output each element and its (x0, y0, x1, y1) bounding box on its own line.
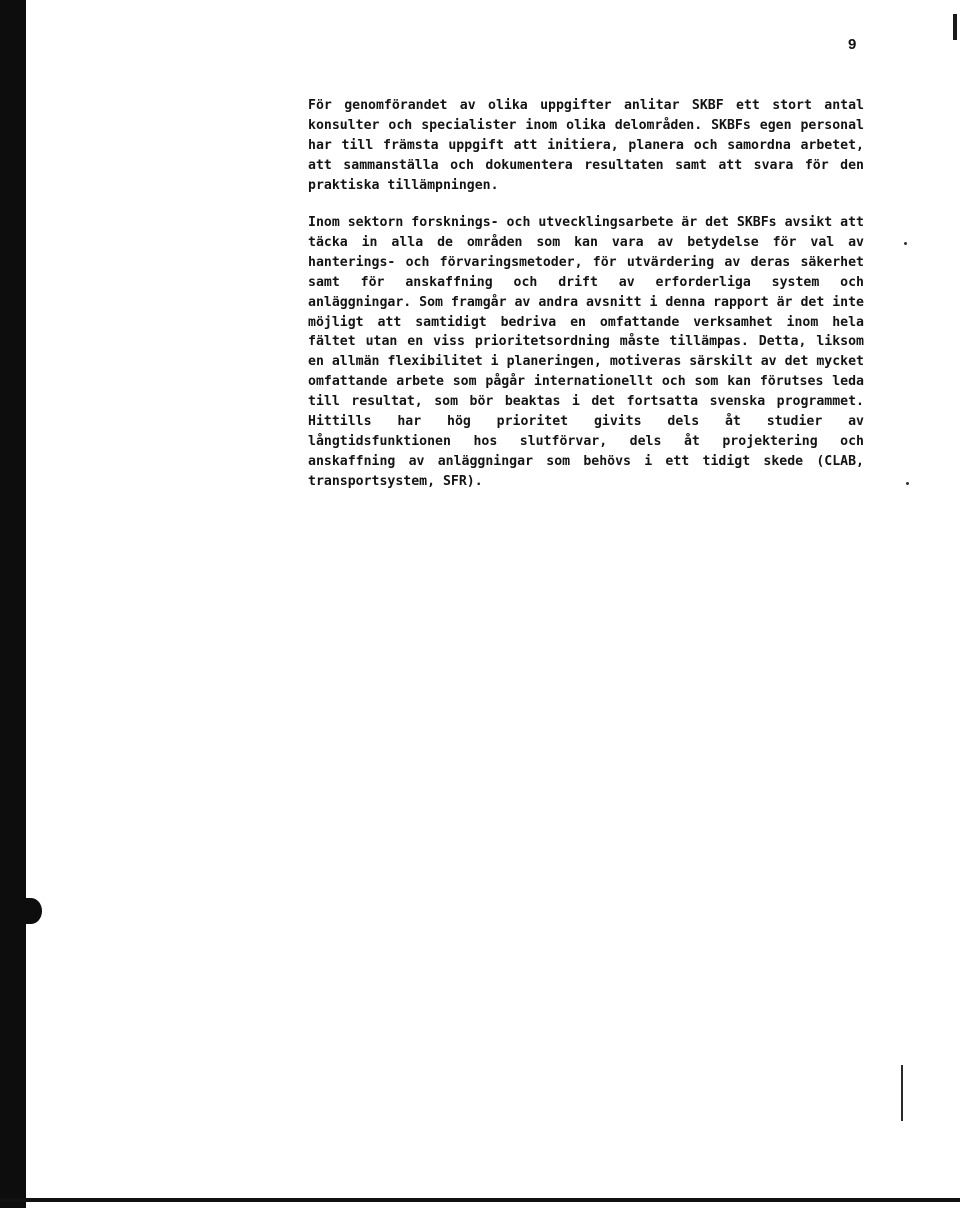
body-paragraph: Inom sektorn forsknings- och utvecklingsarbete är det SKBFs avsikt att täcka in alla de områden som kan vara av betydelse för val av hanterings- och förvaringsmetoder, för utvärdering av deras säkerhet samt för anskaffning och drift av erforderliga system och anläggningar. Som framgår av andra avsnitt i denna rapport är det inte möjligt att samtidigt bedriva en omfattande verksamhet inom hela fältet utan en viss prioritetsordning måste tillämpas. Detta, liksom en allmän flexibilitet i planeringen, motiveras särskilt av det mycket omfattande arbete som pågår internationellt och som kan förutses leda till resultat, som bör beaktas i det fortsatta svenska programmet. Hittills har hög prioritet givits dels åt studier av långtidsfunktionen hos slutförvar, dels åt projektering och anskaffning av anläggningar som behövs i ett tidigt skede (CLAB, transportsystem, SFR). (308, 215, 864, 489)
scan-edge-bottom (0, 1198, 960, 1202)
scan-mark-top-right (953, 14, 957, 40)
page-number: 9 (848, 36, 857, 53)
scan-mark-right-line (901, 1065, 903, 1121)
scan-dot (904, 242, 907, 245)
scan-dot (906, 482, 909, 485)
scan-edge-left (0, 0, 26, 1208)
scan-edge-notch (20, 898, 42, 924)
body-paragraph: För genomförandet av olika uppgifter anlitar SKBF ett stort antal konsulter och specialister inom olika delområden. SKBFs egen personal har till främsta uppgift att initiera, planera och samordna arbetet, att sammanställa och dokumentera resultaten samt att svara för den praktiska tillämpningen. (308, 98, 864, 193)
